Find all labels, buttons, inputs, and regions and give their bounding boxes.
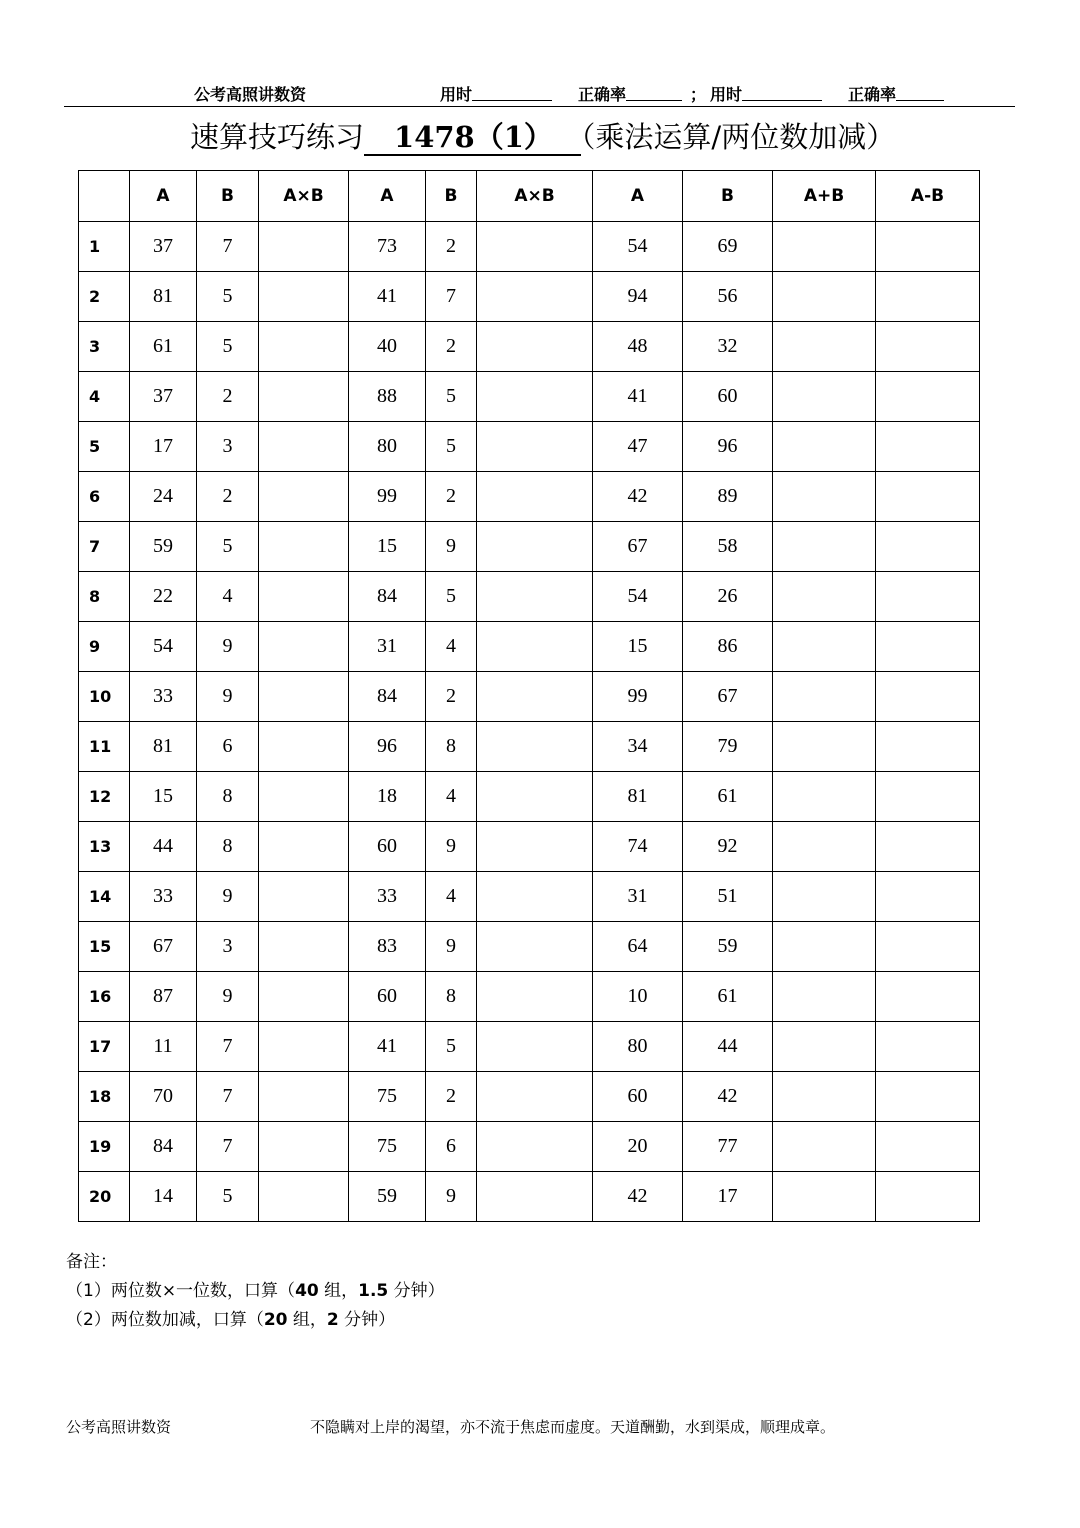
operand-cell: 80 bbox=[593, 1022, 683, 1072]
answer-cell[interactable] bbox=[876, 1022, 980, 1072]
operand-cell: 9 bbox=[197, 872, 259, 922]
answer-cell[interactable] bbox=[876, 672, 980, 722]
answer-cell[interactable] bbox=[876, 1122, 980, 1172]
operand-cell: 75 bbox=[349, 1122, 426, 1172]
operand-cell: 10 bbox=[593, 972, 683, 1022]
footer-org: 公考高照讲数资 bbox=[66, 1418, 172, 1436]
operand-cell: 61 bbox=[683, 972, 773, 1022]
column-header: A×B bbox=[477, 171, 593, 222]
operand-cell: 89 bbox=[683, 472, 773, 522]
answer-cell[interactable] bbox=[876, 1172, 980, 1222]
answer-cell[interactable] bbox=[259, 972, 349, 1022]
operand-cell: 60 bbox=[349, 972, 426, 1022]
practice-table bbox=[78, 170, 980, 1222]
answer-cell[interactable] bbox=[876, 372, 980, 422]
table-row bbox=[79, 1122, 980, 1172]
time-field-1[interactable] bbox=[440, 82, 472, 105]
answer-cell[interactable] bbox=[876, 522, 980, 572]
operand-cell: 83 bbox=[349, 922, 426, 972]
table-row bbox=[79, 572, 980, 622]
row-number: 20 bbox=[79, 1172, 130, 1222]
operand-cell: 15 bbox=[349, 522, 426, 572]
operand-cell: 61 bbox=[683, 772, 773, 822]
answer-cell[interactable] bbox=[477, 972, 593, 1022]
answer-cell[interactable] bbox=[773, 1122, 876, 1172]
operand-cell: 58 bbox=[683, 522, 773, 572]
answer-cell[interactable] bbox=[876, 872, 980, 922]
operand-cell: 5 bbox=[197, 322, 259, 372]
operand-cell: 4 bbox=[426, 622, 477, 672]
note-2-count: 20 bbox=[263, 1310, 288, 1330]
answer-cell[interactable] bbox=[773, 422, 876, 472]
table-row bbox=[79, 822, 980, 872]
operand-cell: 14 bbox=[130, 1172, 197, 1222]
operand-cell: 17 bbox=[130, 422, 197, 472]
row-number: 2 bbox=[79, 272, 130, 322]
row-number: 18 bbox=[79, 1072, 130, 1122]
table-row bbox=[79, 872, 980, 922]
notes-title: 备注： bbox=[66, 1252, 117, 1272]
answer-cell[interactable] bbox=[876, 572, 980, 622]
answer-cell[interactable] bbox=[259, 822, 349, 872]
title-prefix: 速算技巧练习 bbox=[190, 120, 365, 154]
operand-cell: 60 bbox=[593, 1072, 683, 1122]
page-title bbox=[190, 115, 895, 159]
column-header: A-B bbox=[876, 171, 980, 222]
operand-cell: 86 bbox=[683, 622, 773, 672]
answer-cell[interactable] bbox=[477, 422, 593, 472]
note-1-unit: 组， bbox=[318, 1281, 359, 1301]
answer-cell[interactable] bbox=[773, 722, 876, 772]
note-2-end: 分钟） bbox=[338, 1310, 396, 1330]
title-code: 1478（1） bbox=[364, 120, 581, 156]
header-bar bbox=[0, 78, 1080, 106]
table-body bbox=[79, 222, 980, 1222]
table-row bbox=[79, 372, 980, 422]
operand-cell: 60 bbox=[349, 822, 426, 872]
time-label-1: 用时 bbox=[440, 85, 473, 104]
row-number: 12 bbox=[79, 772, 130, 822]
answer-cell[interactable] bbox=[773, 672, 876, 722]
operand-cell: 4 bbox=[197, 572, 259, 622]
answer-cell[interactable] bbox=[876, 772, 980, 822]
operand-cell: 67 bbox=[130, 922, 197, 972]
answer-cell[interactable] bbox=[773, 322, 876, 372]
operand-cell: 37 bbox=[130, 222, 197, 272]
note-2-unit: 组， bbox=[287, 1310, 327, 1330]
answer-cell[interactable] bbox=[773, 1022, 876, 1072]
operand-cell: 24 bbox=[130, 472, 197, 522]
table-row bbox=[79, 1172, 980, 1222]
operand-cell: 94 bbox=[593, 272, 683, 322]
table-row bbox=[79, 422, 980, 472]
operand-cell: 4 bbox=[426, 872, 477, 922]
answer-cell[interactable] bbox=[259, 472, 349, 522]
answer-cell[interactable] bbox=[477, 1072, 593, 1122]
operand-cell: 11 bbox=[130, 1022, 197, 1072]
time-label-2: 用时 bbox=[710, 85, 743, 104]
operand-cell: 61 bbox=[130, 322, 197, 372]
operand-cell: 70 bbox=[130, 1072, 197, 1122]
operand-cell: 54 bbox=[593, 222, 683, 272]
operand-cell: 41 bbox=[349, 272, 426, 322]
operand-cell: 5 bbox=[426, 422, 477, 472]
answer-cell[interactable] bbox=[477, 872, 593, 922]
accuracy-label-1: 正确率 bbox=[578, 85, 627, 104]
table-row bbox=[79, 672, 980, 722]
table-row bbox=[79, 722, 980, 772]
answer-cell[interactable] bbox=[259, 222, 349, 272]
answer-cell[interactable] bbox=[477, 772, 593, 822]
accuracy-blank-1[interactable] bbox=[626, 86, 682, 101]
answer-cell[interactable] bbox=[477, 1122, 593, 1172]
note-1-text: （1）两位数×一位数，口算（ bbox=[66, 1281, 296, 1301]
operand-cell: 8 bbox=[197, 822, 259, 872]
table-row bbox=[79, 1022, 980, 1072]
answer-cell[interactable] bbox=[773, 972, 876, 1022]
table-row bbox=[79, 322, 980, 372]
column-header: B bbox=[426, 171, 477, 222]
note-2-minutes: 2 bbox=[326, 1310, 339, 1330]
answer-cell[interactable] bbox=[876, 472, 980, 522]
row-number: 7 bbox=[79, 522, 130, 572]
operand-cell: 5 bbox=[426, 572, 477, 622]
row-number: 19 bbox=[79, 1122, 130, 1172]
row-number: 8 bbox=[79, 572, 130, 622]
note-2-text: （2）两位数加减，口算（ bbox=[66, 1310, 264, 1330]
operand-cell: 79 bbox=[683, 722, 773, 772]
answer-cell[interactable] bbox=[477, 722, 593, 772]
answer-cell[interactable] bbox=[773, 522, 876, 572]
operand-cell: 32 bbox=[683, 322, 773, 372]
answer-cell[interactable] bbox=[259, 922, 349, 972]
answer-cell[interactable] bbox=[477, 922, 593, 972]
operand-cell: 8 bbox=[197, 772, 259, 822]
answer-cell[interactable] bbox=[876, 622, 980, 672]
operand-cell: 41 bbox=[593, 372, 683, 422]
answer-cell[interactable] bbox=[259, 722, 349, 772]
operand-cell: 51 bbox=[683, 872, 773, 922]
operand-cell: 42 bbox=[683, 1072, 773, 1122]
answer-cell[interactable] bbox=[876, 922, 980, 972]
operand-cell: 9 bbox=[426, 822, 477, 872]
table-row bbox=[79, 222, 980, 272]
answer-cell[interactable] bbox=[477, 1172, 593, 1222]
operand-cell: 22 bbox=[130, 572, 197, 622]
table-row bbox=[79, 272, 980, 322]
operand-cell: 73 bbox=[349, 222, 426, 272]
answer-cell[interactable] bbox=[259, 372, 349, 422]
operand-cell: 96 bbox=[683, 422, 773, 472]
operand-cell: 74 bbox=[593, 822, 683, 872]
operand-cell: 40 bbox=[349, 322, 426, 372]
operand-cell: 9 bbox=[197, 972, 259, 1022]
table-row bbox=[79, 622, 980, 672]
row-number: 6 bbox=[79, 472, 130, 522]
answer-cell[interactable] bbox=[259, 522, 349, 572]
operand-cell: 42 bbox=[593, 1172, 683, 1222]
note-line-1 bbox=[66, 1277, 445, 1306]
operand-cell: 96 bbox=[349, 722, 426, 772]
answer-cell[interactable] bbox=[259, 1122, 349, 1172]
operand-cell: 18 bbox=[349, 772, 426, 822]
answer-cell[interactable] bbox=[876, 272, 980, 322]
header-divider bbox=[64, 106, 1015, 107]
header-org: 公考高照讲数资 bbox=[194, 85, 307, 104]
row-number: 15 bbox=[79, 922, 130, 972]
operand-cell: 7 bbox=[426, 272, 477, 322]
answer-cell[interactable] bbox=[773, 872, 876, 922]
answer-cell[interactable] bbox=[477, 322, 593, 372]
table-row bbox=[79, 522, 980, 572]
answer-cell[interactable] bbox=[773, 1172, 876, 1222]
operand-cell: 59 bbox=[349, 1172, 426, 1222]
answer-cell[interactable] bbox=[876, 422, 980, 472]
operand-cell: 48 bbox=[593, 322, 683, 372]
operand-cell: 7 bbox=[197, 1022, 259, 1072]
answer-cell[interactable] bbox=[477, 522, 593, 572]
answer-cell[interactable] bbox=[477, 222, 593, 272]
answer-cell[interactable] bbox=[876, 322, 980, 372]
operand-cell: 69 bbox=[683, 222, 773, 272]
operand-cell: 9 bbox=[426, 522, 477, 572]
operand-cell: 31 bbox=[593, 872, 683, 922]
note-1-minutes: 1.5 bbox=[358, 1281, 389, 1301]
operand-cell: 6 bbox=[197, 722, 259, 772]
row-number: 1 bbox=[79, 222, 130, 272]
row-number: 9 bbox=[79, 622, 130, 672]
accuracy-field-2[interactable] bbox=[848, 82, 896, 105]
answer-cell[interactable] bbox=[259, 572, 349, 622]
operand-cell: 99 bbox=[593, 672, 683, 722]
column-header: A bbox=[593, 171, 683, 222]
row-number: 17 bbox=[79, 1022, 130, 1072]
answer-cell[interactable] bbox=[259, 1172, 349, 1222]
table-row bbox=[79, 772, 980, 822]
operand-cell: 5 bbox=[426, 372, 477, 422]
operand-cell: 8 bbox=[426, 722, 477, 772]
table-row bbox=[79, 472, 980, 522]
operand-cell: 99 bbox=[349, 472, 426, 522]
notes-section bbox=[66, 1248, 445, 1335]
operand-cell: 9 bbox=[426, 922, 477, 972]
operand-cell: 2 bbox=[426, 672, 477, 722]
operand-cell: 2 bbox=[426, 472, 477, 522]
row-number: 3 bbox=[79, 322, 130, 372]
row-number: 13 bbox=[79, 822, 130, 872]
footer-motto: 不隐瞒对上岸的渴望，亦不流于焦虑而虚度。天道酬勤，水到渠成，顺理成章。 bbox=[310, 1418, 836, 1436]
operand-cell: 8 bbox=[426, 972, 477, 1022]
note-1-count: 40 bbox=[295, 1281, 319, 1301]
header-row bbox=[79, 171, 980, 222]
operand-cell: 77 bbox=[683, 1122, 773, 1172]
operand-cell: 42 bbox=[593, 472, 683, 522]
row-number: 16 bbox=[79, 972, 130, 1022]
answer-cell[interactable] bbox=[259, 1072, 349, 1122]
operand-cell: 81 bbox=[130, 272, 197, 322]
operand-cell: 56 bbox=[683, 272, 773, 322]
answer-cell[interactable] bbox=[477, 1022, 593, 1072]
answer-cell[interactable] bbox=[876, 972, 980, 1022]
answer-cell[interactable] bbox=[773, 272, 876, 322]
operand-cell: 2 bbox=[426, 1072, 477, 1122]
answer-cell[interactable] bbox=[773, 622, 876, 672]
column-header: A+B bbox=[773, 171, 876, 222]
operand-cell: 4 bbox=[426, 772, 477, 822]
operand-cell: 87 bbox=[130, 972, 197, 1022]
note-1-end: 分钟） bbox=[388, 1281, 445, 1301]
answer-cell[interactable] bbox=[773, 822, 876, 872]
row-number: 4 bbox=[79, 372, 130, 422]
operand-cell: 5 bbox=[197, 1172, 259, 1222]
column-header: A×B bbox=[259, 171, 349, 222]
answer-cell[interactable] bbox=[259, 622, 349, 672]
operand-cell: 80 bbox=[349, 422, 426, 472]
answer-cell[interactable] bbox=[259, 422, 349, 472]
answer-cell[interactable] bbox=[773, 572, 876, 622]
operand-cell: 7 bbox=[197, 222, 259, 272]
answer-cell[interactable] bbox=[773, 222, 876, 272]
answer-cell[interactable] bbox=[876, 722, 980, 772]
operand-cell: 81 bbox=[130, 722, 197, 772]
operand-cell: 9 bbox=[197, 672, 259, 722]
operand-cell: 47 bbox=[593, 422, 683, 472]
answer-cell[interactable] bbox=[773, 922, 876, 972]
time-field-2[interactable] bbox=[710, 82, 742, 105]
operand-cell: 60 bbox=[683, 372, 773, 422]
column-header: A bbox=[130, 171, 197, 222]
answer-cell[interactable] bbox=[773, 372, 876, 422]
operand-cell: 59 bbox=[130, 522, 197, 572]
operand-cell: 84 bbox=[130, 1122, 197, 1172]
note-line-2 bbox=[66, 1306, 445, 1335]
operand-cell: 44 bbox=[683, 1022, 773, 1072]
operand-cell: 41 bbox=[349, 1022, 426, 1072]
answer-cell[interactable] bbox=[773, 472, 876, 522]
operand-cell: 3 bbox=[197, 922, 259, 972]
answer-cell[interactable] bbox=[259, 872, 349, 922]
time-blank-1[interactable] bbox=[472, 86, 552, 101]
answer-cell[interactable] bbox=[876, 222, 980, 272]
operand-cell: 75 bbox=[349, 1072, 426, 1122]
operand-cell: 67 bbox=[593, 522, 683, 572]
operand-cell: 31 bbox=[349, 622, 426, 672]
answer-cell[interactable] bbox=[876, 822, 980, 872]
operand-cell: 33 bbox=[349, 872, 426, 922]
accuracy-blank-2[interactable] bbox=[896, 86, 944, 101]
operand-cell: 2 bbox=[426, 222, 477, 272]
answer-cell[interactable] bbox=[477, 472, 593, 522]
operand-cell: 5 bbox=[197, 272, 259, 322]
operand-cell: 84 bbox=[349, 672, 426, 722]
answer-cell[interactable] bbox=[259, 772, 349, 822]
operand-cell: 64 bbox=[593, 922, 683, 972]
table-row bbox=[79, 1072, 980, 1122]
operand-cell: 88 bbox=[349, 372, 426, 422]
operand-cell: 54 bbox=[130, 622, 197, 672]
answer-cell[interactable] bbox=[259, 1022, 349, 1072]
operand-cell: 2 bbox=[426, 322, 477, 372]
operand-cell: 5 bbox=[197, 522, 259, 572]
operand-cell: 67 bbox=[683, 672, 773, 722]
header-separator: ； bbox=[690, 85, 707, 104]
answer-cell[interactable] bbox=[477, 672, 593, 722]
answer-cell[interactable] bbox=[876, 1072, 980, 1122]
answer-cell[interactable] bbox=[477, 272, 593, 322]
operand-cell: 33 bbox=[130, 672, 197, 722]
operand-cell: 33 bbox=[130, 872, 197, 922]
answer-cell[interactable] bbox=[259, 322, 349, 372]
operand-cell: 54 bbox=[593, 572, 683, 622]
answer-cell[interactable] bbox=[477, 622, 593, 672]
operand-cell: 92 bbox=[683, 822, 773, 872]
title-suffix: （乘法运算/两位数加减） bbox=[580, 120, 896, 154]
table-row bbox=[79, 922, 980, 972]
operand-cell: 15 bbox=[593, 622, 683, 672]
column-header: B bbox=[683, 171, 773, 222]
operand-cell: 20 bbox=[593, 1122, 683, 1172]
answer-cell[interactable] bbox=[259, 272, 349, 322]
operand-cell: 84 bbox=[349, 572, 426, 622]
operand-cell: 37 bbox=[130, 372, 197, 422]
operand-cell: 3 bbox=[197, 422, 259, 472]
accuracy-label-2: 正确率 bbox=[848, 85, 897, 104]
operand-cell: 15 bbox=[130, 772, 197, 822]
operand-cell: 9 bbox=[426, 1172, 477, 1222]
operand-cell: 5 bbox=[426, 1022, 477, 1072]
operand-cell: 81 bbox=[593, 772, 683, 822]
row-number: 10 bbox=[79, 672, 130, 722]
operand-cell: 9 bbox=[197, 622, 259, 672]
operand-cell: 6 bbox=[426, 1122, 477, 1172]
column-header: B bbox=[197, 171, 259, 222]
answer-cell[interactable] bbox=[477, 822, 593, 872]
row-number: 5 bbox=[79, 422, 130, 472]
answer-cell[interactable] bbox=[773, 1072, 876, 1122]
operand-cell: 17 bbox=[683, 1172, 773, 1222]
row-number: 14 bbox=[79, 872, 130, 922]
answer-cell[interactable] bbox=[259, 672, 349, 722]
operand-cell: 7 bbox=[197, 1072, 259, 1122]
operand-cell: 44 bbox=[130, 822, 197, 872]
row-number: 11 bbox=[79, 722, 130, 772]
operand-cell: 7 bbox=[197, 1122, 259, 1172]
operand-cell: 59 bbox=[683, 922, 773, 972]
operand-cell: 2 bbox=[197, 472, 259, 522]
column-header: A bbox=[349, 171, 426, 222]
time-blank-2[interactable] bbox=[742, 86, 822, 101]
accuracy-field-1[interactable] bbox=[578, 82, 626, 105]
operand-cell: 26 bbox=[683, 572, 773, 622]
operand-cell: 34 bbox=[593, 722, 683, 772]
answer-cell[interactable] bbox=[477, 572, 593, 622]
answer-cell[interactable] bbox=[477, 372, 593, 422]
operand-cell: 2 bbox=[197, 372, 259, 422]
answer-cell[interactable] bbox=[773, 772, 876, 822]
column-header bbox=[79, 171, 130, 222]
table-row bbox=[79, 972, 980, 1022]
